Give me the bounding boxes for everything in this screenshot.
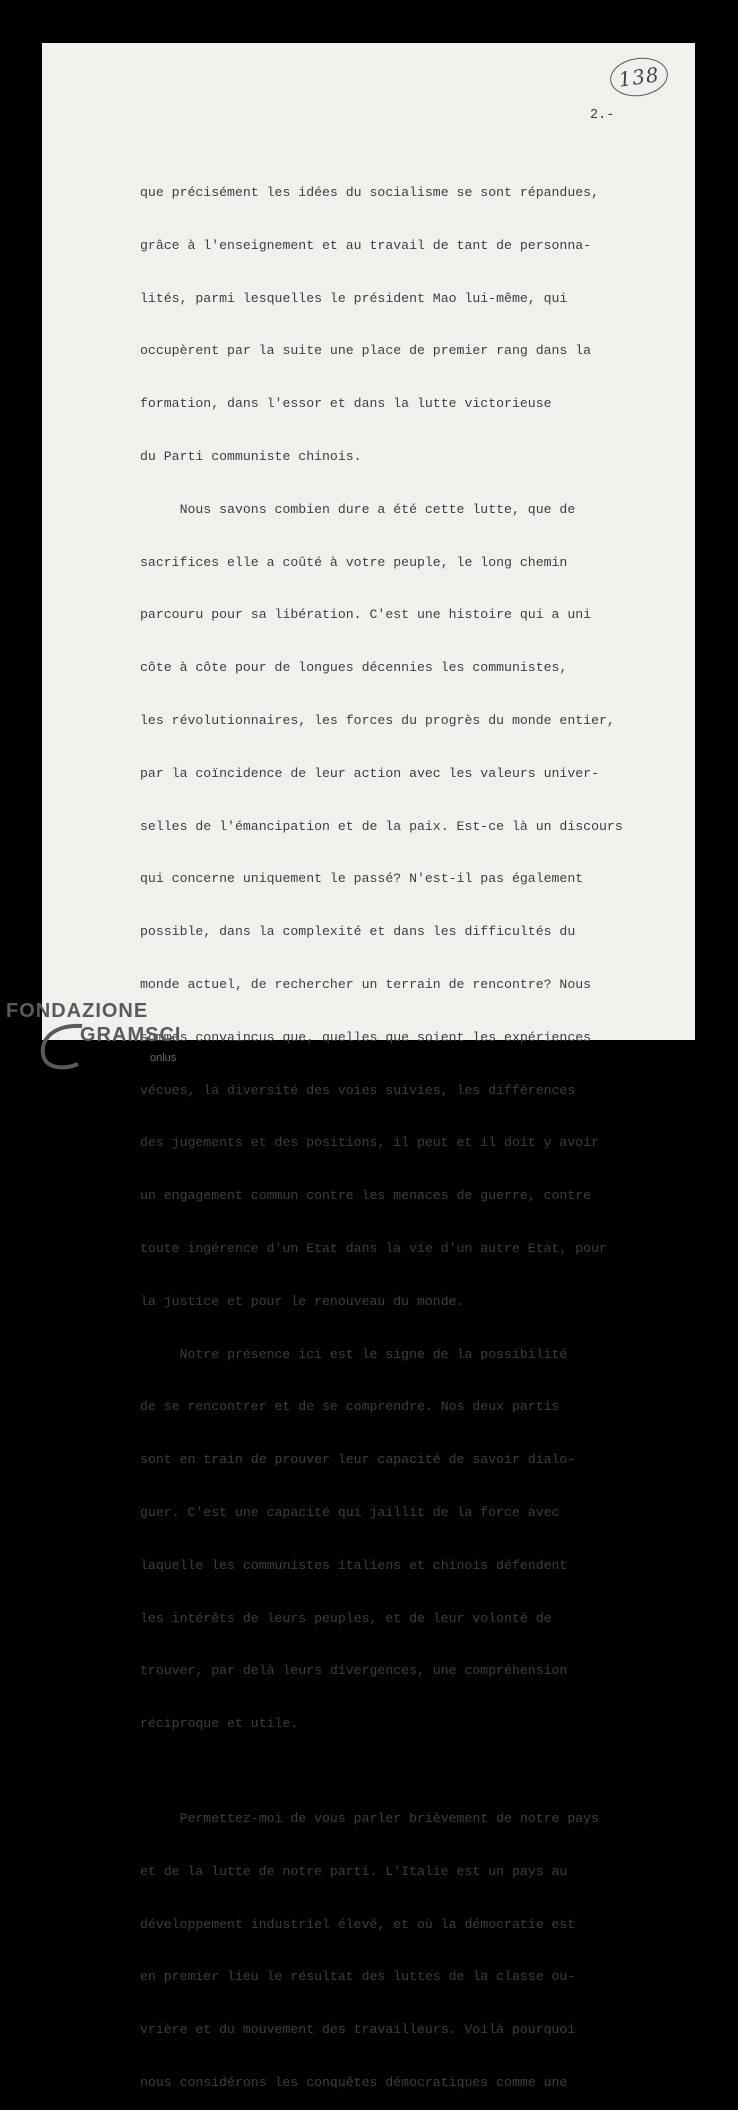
- text-line: côte à côte pour de longues décennies les communistes,: [140, 660, 568, 676]
- watermark-sub: onlus: [150, 1052, 177, 1064]
- watermark-line2: GRAMSCI: [80, 1024, 182, 1046]
- text-line: développement industriel élevé, et où la démocratie est: [140, 1916, 576, 1932]
- text-line: sacrifices elle a coûté à votre peuple, le long chemin: [140, 554, 568, 570]
- page-number: 2.-: [590, 108, 615, 123]
- text-line: des jugements et des positions, il peut et il doit y avoir: [140, 1135, 599, 1151]
- text-line: Notre présence ici est le signe de la possibilité: [140, 1346, 568, 1362]
- text-line: un engagement commun contre les menaces de guerre, contre: [140, 1188, 592, 1204]
- text-line: en premier lieu le résultat des luttes de la classe ou-: [140, 1969, 576, 1985]
- text-line: nous considérons les conquêtes démocratiques comme une: [140, 2074, 568, 2090]
- fondazione-gramsci-watermark: [6, 1000, 196, 1072]
- text-line: monde actuel, de rechercher un terrain de rencontre? Nous: [140, 976, 592, 992]
- text-line: vrière et du mouvement des travailleurs. Voilà pourquoi: [140, 2022, 576, 2038]
- text-line: occupèrent par la suite une place de premier rang dans la: [140, 343, 592, 359]
- text-line: vécues, la diversité des voies suivies, les différences: [140, 1082, 576, 1098]
- text-line: par la coïncidence de leur action avec les valeurs univer-: [140, 765, 599, 781]
- text-line: trouver, par delà leurs divergences, une compréhension: [140, 1663, 568, 1679]
- text-line: Permettez-moi de vous parler brièvement de notre pays: [140, 1810, 599, 1826]
- watermark-line1: FONDAZIONE: [6, 1000, 149, 1022]
- text-line: les intérêts de leurs peuples, et de leur volonté de: [140, 1610, 552, 1626]
- text-line: la justice et pour le renouveau du monde.: [140, 1293, 465, 1309]
- text-line: les révolutionnaires, les forces du progrès du monde entier,: [140, 712, 615, 728]
- text-line: toute ingérence d'un Etat dans la vie d'un autre Etat, pour: [140, 1240, 607, 1256]
- text-line: guer. C'est une capacité qui jaillit de la force avec: [140, 1504, 560, 1520]
- text-line: selles de l'émancipation et de la paix. Est-ce là un discours: [140, 818, 623, 834]
- text-line: qui concerne uniquement le passé? N'est-il pas également: [140, 871, 584, 887]
- text-line: grâce à l'enseignement et au travail de tant de personna-: [140, 237, 592, 253]
- text-line: possible, dans la complexité et dans les difficultés du: [140, 924, 576, 940]
- text-line: sommes convaincus que, quelles que soient les expériences: [140, 1029, 592, 1045]
- text-line: que précisément les idées du socialisme se sont répandues,: [140, 185, 599, 200]
- text-line: parcouru pour sa libération. C'est une histoire qui a uni: [140, 607, 592, 623]
- archive-number-stamp: 138: [608, 54, 671, 100]
- text-line: réciproque et utile.: [140, 1716, 299, 1732]
- text-line: et de la lutte de notre parti. L'Italie est un pays au: [140, 1863, 568, 1879]
- text-line: formation, dans l'essor et dans la lutte victorieuse: [140, 396, 552, 412]
- text-line: Nous savons combien dure a été cette lutte, que de: [140, 501, 576, 517]
- text-line: laquelle les communistes italiens et chinois défendent: [140, 1557, 568, 1573]
- text-line: sont en train de prouver leur capacité de savoir dialo-: [140, 1452, 576, 1468]
- paragraph-gap: [140, 1766, 640, 1778]
- text-line: du Parti communiste chinois.: [140, 448, 362, 464]
- text-line: de se rencontrer et de se comprendre. Nos deux partis: [140, 1399, 560, 1415]
- text-line: lités, parmi lesquelles le président Mao lui-même, qui: [140, 290, 568, 306]
- body-text: [140, 152, 640, 2110]
